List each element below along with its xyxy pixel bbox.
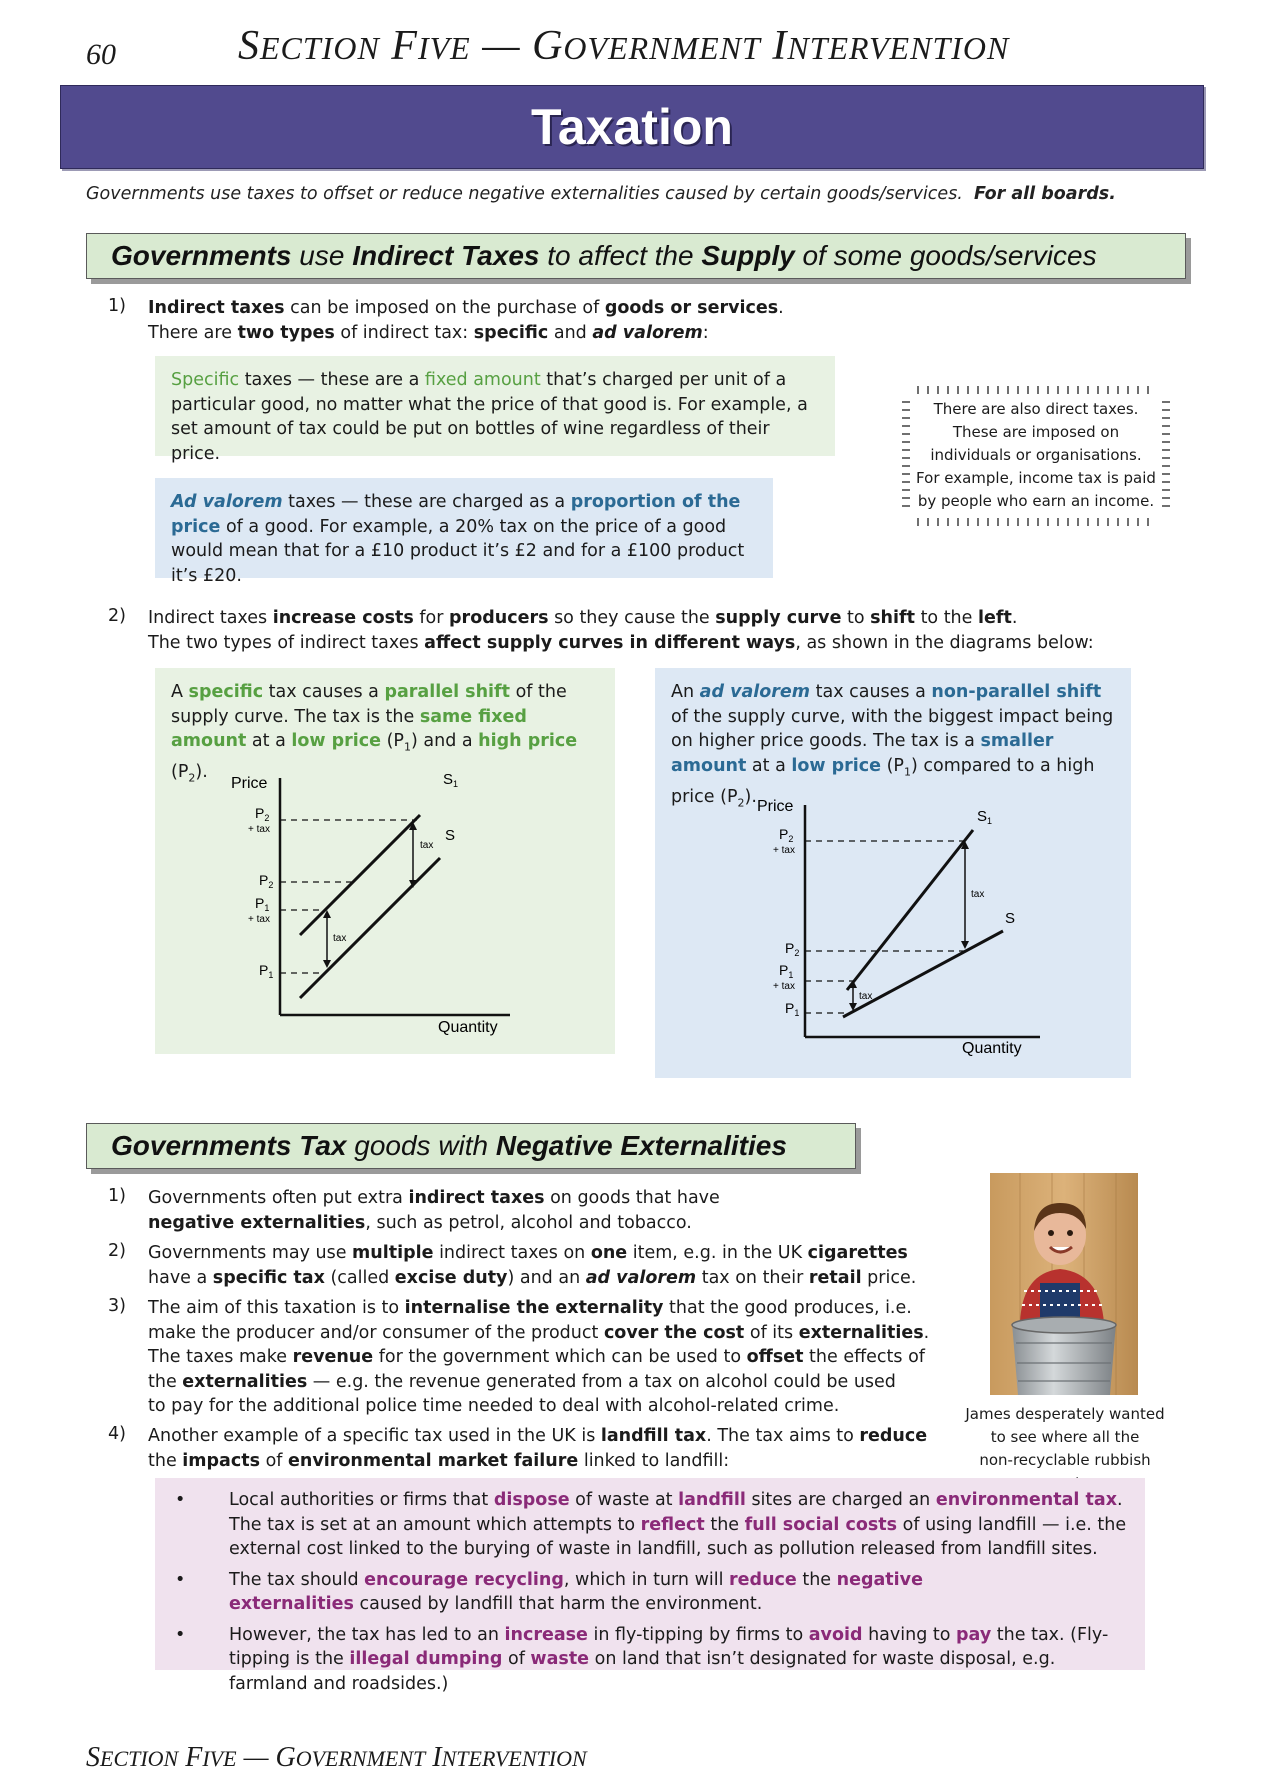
landfill-tax-box (155, 1478, 1145, 1694)
tax-arrow-high-bottom (961, 941, 969, 949)
list-number: 2) (108, 606, 126, 626)
tax-label-high: tax (971, 889, 985, 900)
curve-label-s: S (445, 827, 456, 844)
supply-curve-s (300, 858, 440, 998)
tick-label-p1: $P_1$ (259, 962, 274, 980)
supply-curve-s1 (300, 815, 420, 935)
ad-valorem-diagram-text: An ad valorem tax causes a non-parallel shift of the supply curve, with the biggest impact being on higher price goods. The tax is a smaller amount at a low price $(P_1)$ compared to a high price $(P_2)$. (671, 682, 1114, 809)
specific-tax-chart (155, 770, 615, 1050)
list-item: • Local authorities or firms that dispose of waste at landfill sites are charged an environmental tax. The tax is set at an amount which attempts to reflect the full social costs of using landfill — i.e. the external cost linked to the burying of waste in landfill, such as pollution released from landfill sites. (205, 1488, 1129, 1562)
curve-label-s: S (1005, 910, 1016, 927)
supply-curve-s1 (847, 830, 973, 990)
page-title: Taxation (60, 85, 1204, 169)
curve-label-s1: $S_1$ (977, 808, 993, 826)
direct-taxes-note: There are also direct taxes. These are imposed on individuals or organisations. For example, income tax is paid by people who earn an income. (900, 382, 1172, 530)
ad-valorem-tax-box: Ad valorem taxes — these are charged as a proportion of the price of a good. For example, a 20% tax on the price of a good would mean that for a £10 product it’s £2 and for a £100 product it’s £20. (155, 478, 773, 578)
externalities-point-2: Governments may use multiple indirect taxes on one item, e.g. in the UK cigarettes have a specific tax (called excise duty) and an ad valorem tax on their retail price. (148, 1243, 917, 1288)
child-in-bin-photo (990, 1173, 1138, 1395)
tick-label-p1-tax: $P_1$ (255, 895, 270, 913)
list-number: 3) (108, 1296, 126, 1316)
subheading-indirect-taxes: Governments use Indirect Taxes to affect the Supply of some goods/services (86, 233, 1186, 279)
subheading-negative-externalities: Governments Tax goods with Negative Externalities (86, 1123, 856, 1169)
externalities-point-3: The aim of this taxation is to internalise the externality that the good produces, i.e. make the producer and/or consumer of the product cover the cost of its externalities. The taxes make revenue for the government which can be used to offset the effects of the externalities — e.g. the revenue generated from a tax on alcohol could be used to pay for the additional police time needed to deal with alcohol-related crime. (148, 1298, 930, 1416)
tick-label-p2-tax: $P_2$ (779, 826, 794, 844)
tick-label-p2-tax-plus: + tax (248, 824, 270, 835)
tax-label-low: tax (333, 933, 347, 944)
axis-label-quantity: Quantity (962, 1040, 1022, 1057)
externalities-point-1: Governments often put extra indirect taxes on goods that have negative externalities, such as petrol, alcohol and tobacco. (148, 1188, 720, 1233)
tax-label-high: tax (420, 840, 434, 851)
supply-curve-s (843, 931, 1003, 1017)
tick-label-p1-tax-plus: + tax (773, 981, 795, 992)
tick-label-p2: $P_2$ (259, 872, 274, 890)
tick-label-p2-tax: $P_2$ (255, 805, 270, 823)
point-2-text: Indirect taxes increase costs for producers so they cause the supply curve to shift to the left. The two types of indirect taxes affect supply curves in different ways, as shown in the diagrams below: (148, 608, 1094, 653)
list-number: 2) (108, 1241, 126, 1261)
page-number: 60 (86, 38, 116, 71)
tax-label-low: tax (859, 991, 873, 1002)
footer-section-label: SECTION FIVE — GOVERNMENT INTERVENTION (86, 1742, 587, 1773)
tick-label-p2: $P_2$ (785, 940, 800, 958)
axis-label-price: Price (231, 775, 268, 792)
list-number: 4) (108, 1424, 126, 1444)
axis-label-price: Price (757, 798, 794, 815)
list-item: • The tax should encourage recycling, which in turn will reduce the negative externalities caused by landfill that harm the environment. (205, 1568, 1129, 1617)
tick-label-p1: $P_1$ (785, 1000, 800, 1018)
photo-caption: James desperately wanted to see where all the non-recyclable rubbish (965, 1405, 1165, 1469)
point-1-text: Indirect taxes can be imposed on the purchase of goods or services. There are two types of indirect tax: specific and ad valorem: (148, 298, 784, 343)
specific-diagram-text: A specific tax causes a parallel shift of the supply curve. The tax is the same fixed amount at a low price $(P_1)$ and a high price $(P_2)$. (171, 682, 578, 785)
list-item: • However, the tax has led to an increase in fly-tipping by firms to avoid having to pay the tax. (Fly-tipping is the illegal dumping of waste on land that isn’t designated for waste disposal, e.g. farmland and roadsides.) (205, 1623, 1129, 1697)
section-header: SECTION FIVE — GOVERNMENT INTERVENTION (238, 23, 1010, 69)
ad-valorem-tax-chart (655, 795, 1131, 1075)
tick-label-p2-tax-plus: + tax (773, 845, 795, 856)
specific-tax-box: Specific taxes — these are a fixed amount that’s charged per unit of a particular good, no matter what the price of that good is. For example, a set amount of tax could be put on bottles of wine regardless of their price. (155, 356, 835, 456)
intro-text: Governments use taxes to offset or reduce negative externalities caused by certain goods/services. For all boards. (86, 184, 1116, 204)
tick-label-p1-tax: $P_1$ (779, 962, 794, 980)
axis-label-quantity: Quantity (438, 1019, 498, 1036)
list-number: 1) (108, 1186, 126, 1206)
list-number: 1) (108, 296, 126, 316)
curve-label-s1: $S_1$ (443, 771, 459, 789)
tick-label-p1-tax-plus: + tax (248, 914, 270, 925)
externalities-point-4: Another example of a specific tax used in the UK is landfill tax. The tax aims to reduce the impacts of environmental market failure linked to landfill: (148, 1426, 928, 1471)
